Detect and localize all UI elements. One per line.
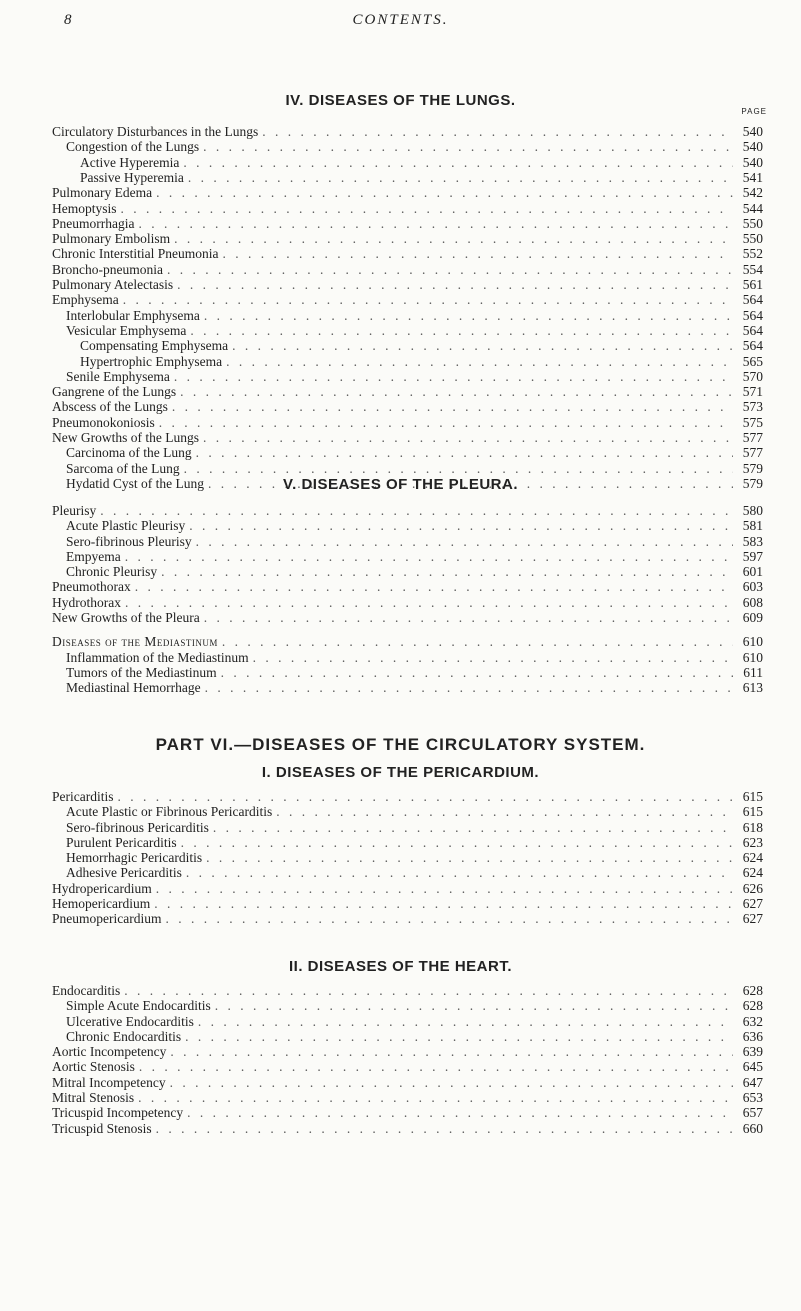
toc-entry-page: 657 <box>742 1105 763 1120</box>
toc-entry-title: Aortic Stenosis <box>52 1059 135 1074</box>
toc-entry <box>52 789 763 804</box>
toc-entry <box>52 277 763 292</box>
dot-leader <box>226 354 733 370</box>
toc-entry-title: Chronic Interstitial Pneumonia <box>52 246 219 261</box>
toc-entry-page: 610 <box>742 650 763 665</box>
toc-entry <box>52 1105 763 1120</box>
toc-entry-title: New Growths of the Lungs <box>52 430 199 445</box>
toc-entry-title: Vesicular Emphysema <box>66 323 187 338</box>
dot-leader <box>125 549 733 565</box>
toc-entry-title: Hemoptysis <box>52 201 117 216</box>
running-title: CONTENTS. <box>352 12 449 28</box>
dot-leader <box>177 277 733 293</box>
toc-entry <box>52 634 763 649</box>
toc-entry-title: Diseases of the Mediastinum <box>52 634 218 649</box>
toc-entry <box>52 292 763 307</box>
toc-entry-title: Tumors of the Mediastinum <box>66 665 217 680</box>
toc-entry-page: 570 <box>742 369 763 384</box>
toc-entry-title: Sero-fibrinous Pleurisy <box>66 534 192 549</box>
section-title: IV. DISEASES OF THE LUNGS. <box>285 92 516 109</box>
toc-entry <box>52 983 763 998</box>
dot-leader <box>161 564 733 580</box>
toc-entry-title: Pneumopericardium <box>52 911 162 926</box>
dot-leader <box>121 201 733 217</box>
dot-leader <box>186 865 733 881</box>
dot-leader <box>206 850 733 866</box>
dot-leader <box>253 650 733 666</box>
dot-leader <box>181 835 733 851</box>
toc-entry <box>52 1044 763 1059</box>
toc-entry-page: 618 <box>742 820 763 835</box>
toc-entry <box>66 308 763 323</box>
toc-entry-title: Hydropericardium <box>52 881 152 896</box>
dot-leader <box>213 820 733 836</box>
toc-entry-title: Hemorrhagic Pericarditis <box>66 850 203 865</box>
toc-entry-title: Simple Acute Endocarditis <box>66 998 211 1013</box>
toc-entry <box>52 881 763 896</box>
toc-entry <box>52 246 763 261</box>
dot-leader <box>222 634 733 650</box>
toc-entry-page: 550 <box>742 216 763 231</box>
toc-entry <box>52 911 763 926</box>
toc-entry-title: Pneumonokoniosis <box>52 415 155 430</box>
toc-entry-title: Active Hyperemia <box>80 155 180 170</box>
toc-entry <box>52 1090 763 1105</box>
toc-entry-title: Compensating Emphysema <box>80 338 229 353</box>
toc-entry-title: Purulent Pericarditis <box>66 835 177 850</box>
toc-entry-title: Senile Emphysema <box>66 369 170 384</box>
toc-entry-page: 579 <box>742 461 763 476</box>
toc-entry-title: Pulmonary Embolism <box>52 231 171 246</box>
section-title: I. DISEASES OF THE PERICARDIUM. <box>261 764 540 781</box>
toc-entry-title: Mitral Stenosis <box>52 1090 135 1105</box>
toc-entry-title: Endocarditis <box>52 983 121 998</box>
toc-entry-page: 577 <box>742 430 763 445</box>
toc-entry-title: Pulmonary Edema <box>52 185 153 200</box>
toc-entry <box>66 1014 763 1029</box>
toc-entry <box>52 231 763 246</box>
toc-entry-title: Aortic Incompetency <box>52 1044 167 1059</box>
toc-entry-title: Acute Plastic Pleurisy <box>66 518 186 533</box>
toc-entry-page: 564 <box>742 292 763 307</box>
toc-entry-title: Gangrene of the Lungs <box>52 384 177 399</box>
dot-leader <box>170 1075 733 1091</box>
toc-entry <box>52 503 763 518</box>
dot-leader <box>196 534 733 550</box>
dot-leader <box>232 338 733 354</box>
toc-entry-page: 550 <box>742 231 763 246</box>
dot-leader <box>156 881 733 897</box>
toc-entry-title: Mediastinal Hemorrhage <box>66 680 201 695</box>
toc-entry <box>66 665 763 680</box>
toc-entry-title: Pulmonary Atelectasis <box>52 277 174 292</box>
dot-leader <box>135 579 733 595</box>
toc-entry-title: Circulatory Disturbances in the Lungs <box>52 124 259 139</box>
dot-leader <box>221 665 733 681</box>
toc-entry-page: 653 <box>742 1090 763 1105</box>
toc-entry <box>52 595 763 610</box>
toc-entry <box>66 534 763 549</box>
toc-entry-page: 554 <box>742 262 763 277</box>
toc-entry-page: 579 <box>742 476 763 491</box>
toc-entry-title: Pericarditis <box>52 789 114 804</box>
toc-entry <box>66 850 763 865</box>
toc-entry-title: Pneumothorax <box>52 579 131 594</box>
toc-entry-page: 575 <box>742 415 763 430</box>
toc-entry <box>66 820 763 835</box>
toc-entry <box>66 1029 763 1044</box>
section-title: II. DISEASES OF THE HEART. <box>288 958 513 975</box>
toc-entry-title: Adhesive Pericarditis <box>66 865 182 880</box>
toc-entry-title: Ulcerative Endocarditis <box>66 1014 194 1029</box>
dot-leader <box>174 369 733 385</box>
toc-entry-title: Hydatid Cyst of the Lung <box>66 476 204 491</box>
toc-entry-page: 645 <box>742 1059 763 1074</box>
toc-entry <box>66 564 763 579</box>
dot-leader <box>222 246 733 262</box>
toc-entry-page: 647 <box>742 1075 763 1090</box>
toc-entry-page: 540 <box>742 124 763 139</box>
toc-entry-page: 627 <box>742 896 763 911</box>
toc-entry-title: Sarcoma of the Lung <box>66 461 180 476</box>
toc-entry-title: Tricuspid Incompetency <box>52 1105 184 1120</box>
toc-entry-page: 565 <box>742 354 763 369</box>
toc-entry-page: 601 <box>742 564 763 579</box>
toc-entry <box>80 338 763 353</box>
toc-entry-title: Sero-fibrinous Pericarditis <box>66 820 209 835</box>
toc-entry <box>66 518 763 533</box>
toc-entry-title: New Growths of the Pleura <box>52 610 200 625</box>
toc-entry-page: 624 <box>742 865 763 880</box>
toc-entry <box>66 650 763 665</box>
dot-leader <box>170 1044 733 1060</box>
dot-leader <box>138 216 733 232</box>
dot-leader <box>172 399 733 415</box>
toc-entry-title: Congestion of the Lungs <box>66 139 200 154</box>
toc-entry-page: 627 <box>742 911 763 926</box>
toc-entry-page: 583 <box>742 534 763 549</box>
toc-entry <box>52 185 763 200</box>
toc-entry <box>66 835 763 850</box>
toc-entry-page: 615 <box>742 789 763 804</box>
toc-entry-title: Pneumorrhagia <box>52 216 135 231</box>
toc-entry-title: Hemopericardium <box>52 896 151 911</box>
toc-entry-page: 603 <box>742 579 763 594</box>
dot-leader <box>189 518 733 534</box>
toc-entry-page: 615 <box>742 804 763 819</box>
toc-entry-page: 623 <box>742 835 763 850</box>
toc-entry <box>52 1121 763 1136</box>
toc-entry-page: 597 <box>742 549 763 564</box>
toc-entry <box>66 139 763 154</box>
dot-leader <box>185 1029 733 1045</box>
toc-entry-page: 544 <box>742 201 763 216</box>
toc-entry-page: 580 <box>742 503 763 518</box>
toc-entry-title: Pleurisy <box>52 503 97 518</box>
toc-entry <box>52 610 763 625</box>
dot-leader <box>117 789 733 805</box>
toc-entry-title: Inflammation of the Mediastinum <box>66 650 249 665</box>
toc-entry <box>52 384 763 399</box>
dot-leader <box>100 503 733 519</box>
toc-entry <box>80 170 763 185</box>
toc-entry-page: 639 <box>742 1044 763 1059</box>
page-number: 8 <box>64 12 72 28</box>
dot-leader <box>204 610 733 626</box>
toc-entry-page: 540 <box>742 139 763 154</box>
dot-leader <box>188 170 733 186</box>
toc-entry <box>66 680 763 695</box>
toc-entry-page: 552 <box>742 246 763 261</box>
toc-entry-page: 611 <box>743 665 763 680</box>
dot-leader <box>262 124 733 140</box>
toc-entry <box>52 415 763 430</box>
toc-entry <box>52 1075 763 1090</box>
dot-leader <box>138 1090 733 1106</box>
dot-leader <box>196 445 733 461</box>
toc-entry-title: Mitral Incompetency <box>52 1075 166 1090</box>
dot-leader <box>139 1059 733 1075</box>
toc-entry-title: Broncho-pneumonia <box>52 262 163 277</box>
toc-entry-page: 581 <box>742 518 763 533</box>
toc-entry <box>52 216 763 231</box>
toc-entry-page: 610 <box>742 634 763 649</box>
dot-leader <box>190 323 733 339</box>
toc-entry-page: 613 <box>742 680 763 695</box>
dot-leader <box>156 185 733 201</box>
toc-entry-title: Empyema <box>66 549 121 564</box>
toc-entry-page: 577 <box>742 445 763 460</box>
toc-entry <box>66 865 763 880</box>
section-title: V. DISEASES OF THE PLEURA. <box>283 476 518 493</box>
dot-leader <box>184 461 733 477</box>
dot-leader <box>205 680 733 696</box>
part-title: PART VI.—DISEASES OF THE CIRCULATORY SYSTEM. <box>155 735 646 754</box>
toc-entry-page: 632 <box>742 1014 763 1029</box>
toc-entry-page: 626 <box>742 881 763 896</box>
toc-entry-title: Carcinoma of the Lung <box>66 445 192 460</box>
dot-leader <box>276 804 733 820</box>
dot-leader <box>180 384 733 400</box>
toc-entry-title: Chronic Pleurisy <box>66 564 158 579</box>
toc-entry-title: Hypertrophic Emphysema <box>80 354 223 369</box>
toc-entry <box>80 354 763 369</box>
toc-entry-title: Hydrothorax <box>52 595 121 610</box>
toc-entry-page: 541 <box>742 170 763 185</box>
toc-entry-page: 660 <box>742 1121 763 1136</box>
toc-entry-title: Interlobular Emphysema <box>66 308 200 323</box>
toc-entry-title: Tricuspid Stenosis <box>52 1121 152 1136</box>
toc-entry-page: 628 <box>742 998 763 1013</box>
toc-entry <box>52 124 763 139</box>
toc-entry-page: 609 <box>742 610 763 625</box>
dot-leader <box>159 415 733 431</box>
toc-entry <box>66 461 763 476</box>
toc-entry-title: Abscess of the Lungs <box>52 399 168 414</box>
dot-leader <box>174 231 733 247</box>
toc-entry <box>52 1059 763 1074</box>
dot-leader <box>187 1105 733 1121</box>
toc-entry <box>66 549 763 564</box>
dot-leader <box>167 262 733 278</box>
toc-entry-title: Chronic Endocarditis <box>66 1029 182 1044</box>
toc-entry-page: 571 <box>742 384 763 399</box>
toc-entry-title: Acute Plastic or Fibrinous Pericarditis <box>66 804 273 819</box>
dot-leader <box>204 308 733 324</box>
toc-entry-page: 628 <box>742 983 763 998</box>
dot-leader <box>165 911 733 927</box>
toc-entry <box>52 896 763 911</box>
toc-entry <box>66 445 763 460</box>
page-column-label: PAGE <box>741 107 767 116</box>
toc-entry-page: 624 <box>742 850 763 865</box>
dot-leader <box>123 292 733 308</box>
toc-entry-title: Passive Hyperemia <box>80 170 184 185</box>
toc-entry <box>66 998 763 1013</box>
dot-leader <box>215 998 733 1014</box>
toc-entry-page: 636 <box>742 1029 763 1044</box>
dot-leader <box>124 983 733 999</box>
toc-entry <box>66 323 763 338</box>
toc-entry <box>52 579 763 594</box>
dot-leader <box>203 139 733 155</box>
toc-entry <box>66 369 763 384</box>
dot-leader <box>125 595 733 611</box>
toc-entry-page: 542 <box>742 185 763 200</box>
toc-entry <box>52 201 763 216</box>
toc-entry-page: 564 <box>742 323 763 338</box>
toc-entry-page: 564 <box>742 338 763 353</box>
dot-leader <box>156 1121 733 1137</box>
toc-entry-page: 540 <box>742 155 763 170</box>
toc-entry-page: 573 <box>742 399 763 414</box>
toc-entry <box>52 262 763 277</box>
toc-entry-page: 564 <box>742 308 763 323</box>
toc-entry-page: 608 <box>742 595 763 610</box>
toc-entry <box>66 804 763 819</box>
toc-entry <box>52 399 763 414</box>
toc-entry <box>52 430 763 445</box>
toc-entry <box>80 155 763 170</box>
toc-entry-title: Emphysema <box>52 292 119 307</box>
dot-leader <box>183 155 733 171</box>
dot-leader <box>154 896 733 912</box>
dot-leader <box>203 430 733 446</box>
toc-entry-page: 561 <box>742 277 763 292</box>
dot-leader <box>198 1014 733 1030</box>
